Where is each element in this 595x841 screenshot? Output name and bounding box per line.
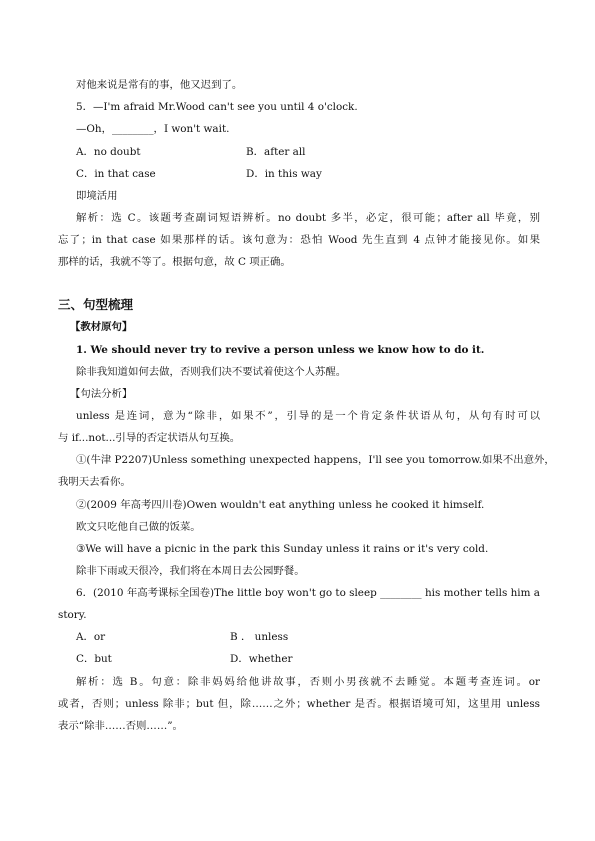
option-b: B ． unless bbox=[230, 631, 289, 643]
question-6-stem: 6．(2010 年高考课标全国卷)The little boy won't go to sleep ________ his mother tells him a bbox=[76, 587, 540, 599]
question-5-reply: —Oh，________，I won't wait. bbox=[76, 123, 230, 135]
option-d: D．in this way bbox=[246, 168, 322, 180]
example-3: ③We will have a picnic in the park this Sunday unless it rains or it's very cold. bbox=[76, 543, 489, 555]
section-heading: 三、句型梳理 bbox=[58, 297, 134, 312]
example-2: ②(2009 年高考四川卷)Owen wouldn't eat anything unless he cooked it himself. bbox=[76, 499, 485, 511]
textbook-sentence-tag: 【教材原句】 bbox=[70, 321, 133, 333]
option-c: C．in that case bbox=[76, 168, 156, 180]
option-a: A．or bbox=[76, 631, 106, 643]
analysis-line: 忘了；in that case 如果那样的话。该句意为：恐怕 Wood 先生直到 4 点钟才能接见你。如果 bbox=[58, 234, 540, 246]
example-1-translation: 我明天去看你。 bbox=[58, 476, 131, 488]
section-tag: 即境活用 bbox=[76, 190, 118, 202]
analysis-line: 那样的话，我就不等了。根据句意，故 C 项正确。 bbox=[58, 256, 291, 268]
analysis-line: 解析：选 B。句意：除非妈妈给他讲故事，否则小男孩就不去睡觉。本题考查连词。or bbox=[76, 676, 540, 688]
example-3-translation: 除非下雨或天很冷，我们将在本周日去公园野餐。 bbox=[76, 565, 305, 577]
question-5-stem: 5．—I'm afraid Mr.Wood can't see you until 4 o'clock. bbox=[76, 101, 358, 113]
example-2-translation: 欧文只吃他自己做的饭菜。 bbox=[76, 521, 201, 533]
option-d: D．whether bbox=[230, 653, 293, 665]
analysis-line: 或者，否则；unless 除非；but 但，除……之外；whether 是否。根据语境可知，这里用 unless bbox=[58, 698, 540, 710]
option-a: A．no doubt bbox=[76, 146, 141, 158]
question-6-stem-end: story. bbox=[58, 609, 87, 621]
original-sentence: 1. We should never try to revive a person unless we know how to do it. bbox=[76, 344, 485, 356]
example-1: ①(牛津 P2207)Unless something unexpected happens，I'll see you tomorrow.如果不出意外， bbox=[76, 454, 555, 466]
option-b: B．after all bbox=[246, 146, 306, 158]
analysis-line: 解析：选 C。该题考查副词短语辨析。no doubt 多半，必定，很可能；after all 毕竟，别 bbox=[76, 212, 540, 224]
carry-over-line: 对他来说是常有的事，他又迟到了。 bbox=[76, 79, 243, 91]
analysis-line: 表示“除非……否则……”。 bbox=[58, 720, 183, 732]
explanation-line: unless 是连词，意为“除非，如果不”，引导的是一个肯定条件状语从句，从句有时可以 bbox=[76, 410, 540, 422]
option-c: C．but bbox=[76, 653, 112, 665]
original-translation: 除非我知道如何去做，否则我们决不要试着使这个人苏醒。 bbox=[76, 366, 347, 378]
syntax-analysis-tag: 【句法分析】 bbox=[70, 388, 133, 400]
explanation-line: 与 if...not...引导的否定状语从句互换。 bbox=[58, 432, 241, 444]
